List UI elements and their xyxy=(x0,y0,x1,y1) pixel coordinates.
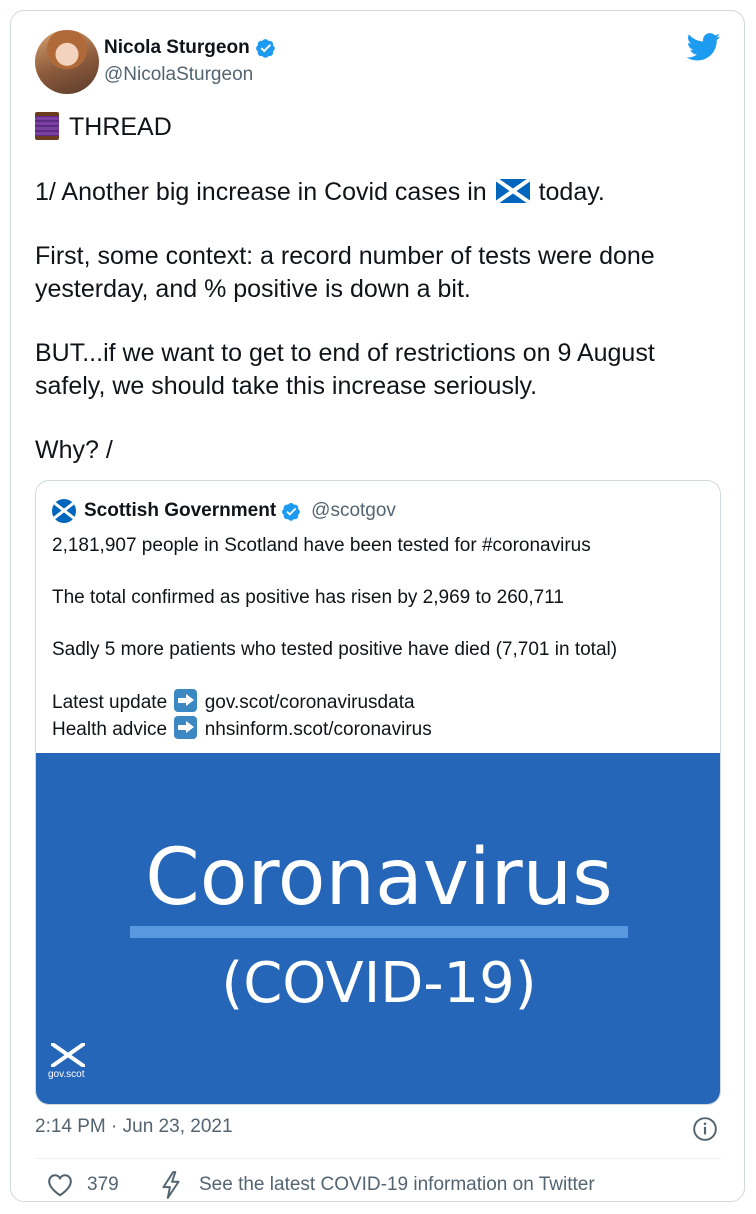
gov-scot-logo-text: gov.scot xyxy=(48,1069,85,1080)
tweet-card xyxy=(10,10,745,1202)
latest-update-label: Latest update xyxy=(52,692,168,713)
heart-icon[interactable] xyxy=(47,1173,73,1197)
right-arrow-icon xyxy=(174,716,197,739)
spool-of-thread-icon xyxy=(35,112,59,140)
quoted-media-image[interactable] xyxy=(36,753,721,1105)
tweet-paragraph: Why? / xyxy=(35,436,113,464)
tweet-text-segment: 1/ Another big increase in Covid cases in xyxy=(35,177,487,206)
footer-divider xyxy=(35,1158,721,1159)
verified-badge-icon xyxy=(256,38,276,58)
media-title: Coronavirus xyxy=(145,833,613,923)
quoted-line: The total confirmed as positive has risen by 2,969 to 260,711 xyxy=(52,587,564,608)
quoted-author-avatar xyxy=(52,499,76,523)
health-advice-label: Health advice xyxy=(52,719,168,740)
thread-label: THREAD xyxy=(69,113,172,141)
quoted-links xyxy=(52,689,712,743)
tweet-timestamp[interactable]: 2:14 PM · Jun 23, 2021 xyxy=(35,1116,233,1137)
author-name[interactable]: Nicola Sturgeon xyxy=(104,37,250,58)
latest-update-link[interactable]: gov.scot/coronavirusdata xyxy=(204,692,415,713)
author-handle[interactable]: @NicolaSturgeon xyxy=(104,64,254,85)
quoted-tweet[interactable] xyxy=(35,480,721,1105)
health-advice-link[interactable]: nhsinform.scot/coronavirus xyxy=(204,719,432,740)
author-name-row xyxy=(104,37,276,59)
quoted-tweet-header xyxy=(52,499,396,523)
scotland-flag-icon xyxy=(51,1043,85,1067)
info-icon[interactable] xyxy=(692,1116,718,1142)
tweet-text-segment: today. xyxy=(538,177,605,206)
twitter-bird-icon[interactable] xyxy=(687,33,721,61)
quoted-line: Sadly 5 more patients who tested positive have died (7,701 in total) xyxy=(52,639,618,660)
tweet-paragraph xyxy=(35,111,725,144)
tweet-body xyxy=(35,111,725,467)
like-count[interactable]: 379 xyxy=(87,1174,119,1195)
covid-info-link[interactable]: See the latest COVID-19 information on Twitter xyxy=(199,1174,595,1195)
quoted-author-name: Scottish Government xyxy=(84,500,277,521)
media-subtitle: (COVID-19) xyxy=(221,951,537,1016)
tweet-paragraph: First, some context: a record number of tests were done yesterday, and % positive is down a bit. xyxy=(35,242,655,303)
quoted-tweet-body xyxy=(52,533,712,743)
quoted-line: 2,181,907 people in Scotland have been tested for #coronavirus xyxy=(52,535,591,556)
quoted-author-handle: @scotgov xyxy=(311,500,396,521)
tweet-paragraph: BUT...if we want to get to end of restrictions on 9 August safely, we should take this increase seriously. xyxy=(35,339,655,400)
media-divider xyxy=(130,926,628,938)
verified-badge-icon xyxy=(282,502,301,521)
right-arrow-icon xyxy=(174,689,197,712)
author-avatar[interactable] xyxy=(35,30,99,94)
tweet-paragraph xyxy=(35,176,725,209)
scotland-flag-icon xyxy=(496,179,530,203)
lightning-bolt-icon xyxy=(159,1171,183,1199)
gov-scot-logo xyxy=(48,1043,90,1093)
